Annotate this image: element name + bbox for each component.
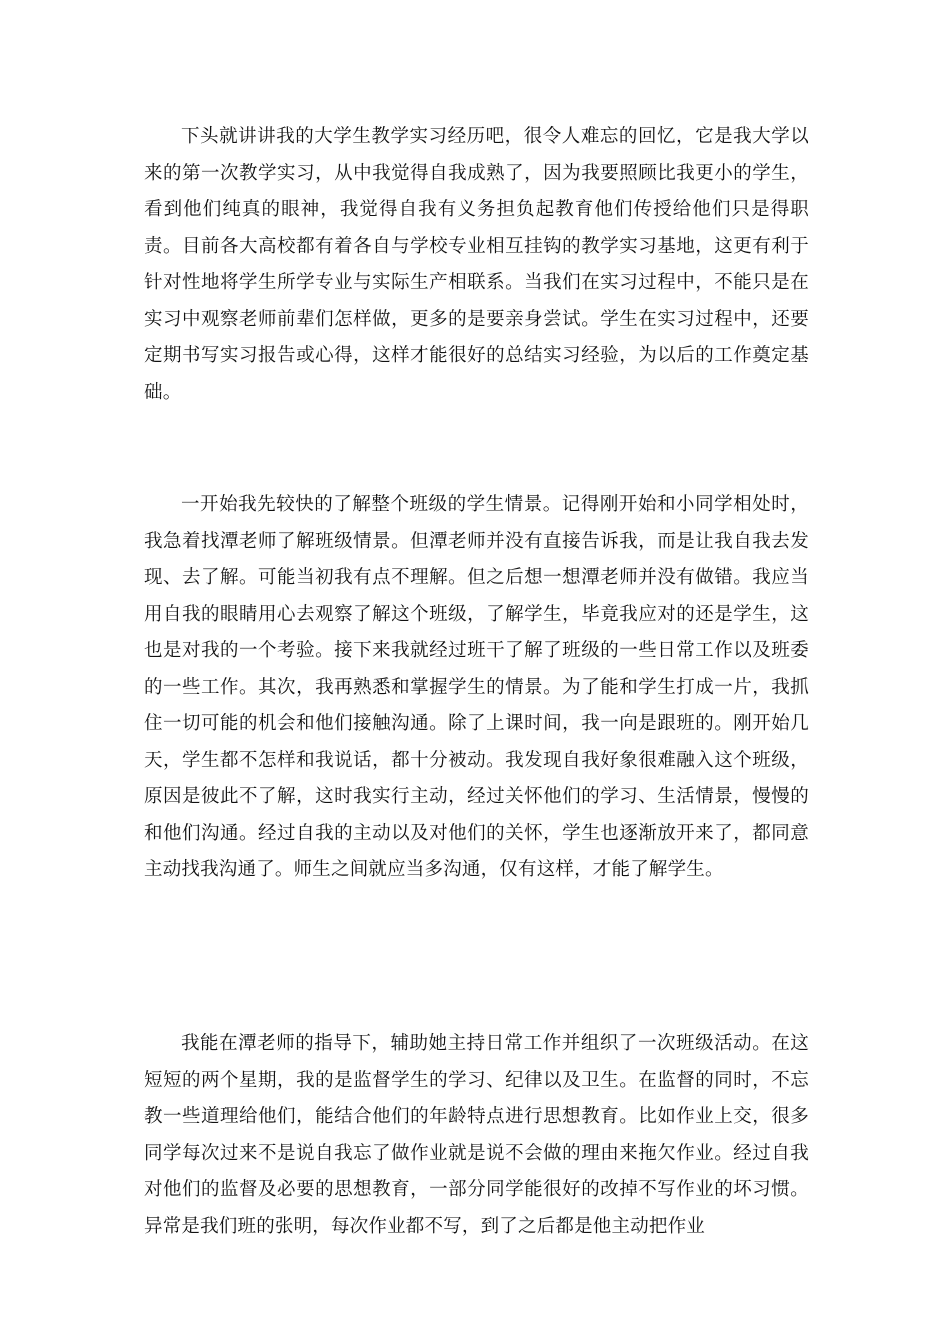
paragraph-class-understanding: 一开始我先较快的了解整个班级的学生情景。记得刚开始和小同学相处时，我急着找潭老师了解班级情景。但潭老师并没有直接告诉我，而是让我自我去发现、去了解。可能当初我有点不理解。但之后想一想潭老师并没有做错。我应当用自我的眼睛用心去观察了解这个班级，了解学生，毕竟我应对的还是学生，这也是对我的一个考验。接下来我就经过班干了解了班级的一些日常工作以及班委的一些工作。其次，我再熟悉和掌握学生的情景。为了能和学生打成一片，我抓住一切可能的机会和他们接触沟通。除了上课时间，我一向是跟班的。刚开始几天，学生都不怎样和我说话，都十分被动。我发现自我好象很难融入这个班级，原因是彼此不了解，这时我实行主动，经过关怀他们的学习、生活情景，慢慢的和他们沟通。经过自我的主动以及对他们的关怀，学生也逐渐放开来了，都同意主动找我沟通了。师生之间就应当多沟通，仅有这样，才能了解学生。 (144, 494, 809, 880)
paragraph-internship-intro: 下头就讲讲我的大学生教学实习经历吧，很令人难忘的回忆，它是我大学以来的第一次教学实习，从中我觉得自我成熟了，因为我要照顾比我更小的学生，看到他们纯真的眼神，我觉得自我有义务担负起教育他们传授给他们只是得职责。目前各大高校都有着各自与学校专业相互挂钩的教学实习基地，这更有利于针对性地将学生所学专业与实际生产相联系。当我们在实习过程中，不能只是在实习中观察老师前辈们怎样做，更多的是要亲身尝试。学生在实习过程中，还要定期书写实习报告或心得，这样才能很好的总结实习经验，为以后的工作奠定基础。 (144, 126, 809, 403)
paragraph-class-management: 我能在潭老师的指导下，辅助她主持日常工作并组织了一次班级活动。在这短短的两个星期，我的是监督学生的学习、纪律以及卫生。在监督的同时，不忘教一些道理给他们，能结合他们的年龄特点进行思想教育。比如作业上交，很多同学每次过来不是说自我忘了做作业就是说不会做的理由来拖欠作业。经过自我对他们的监督及必要的思想教育，一部分同学能很好的改掉不写作业的坏习惯。异常是我们班的张明，每次作业都不写，到了之后都是他主动把作业 (144, 1033, 809, 1237)
